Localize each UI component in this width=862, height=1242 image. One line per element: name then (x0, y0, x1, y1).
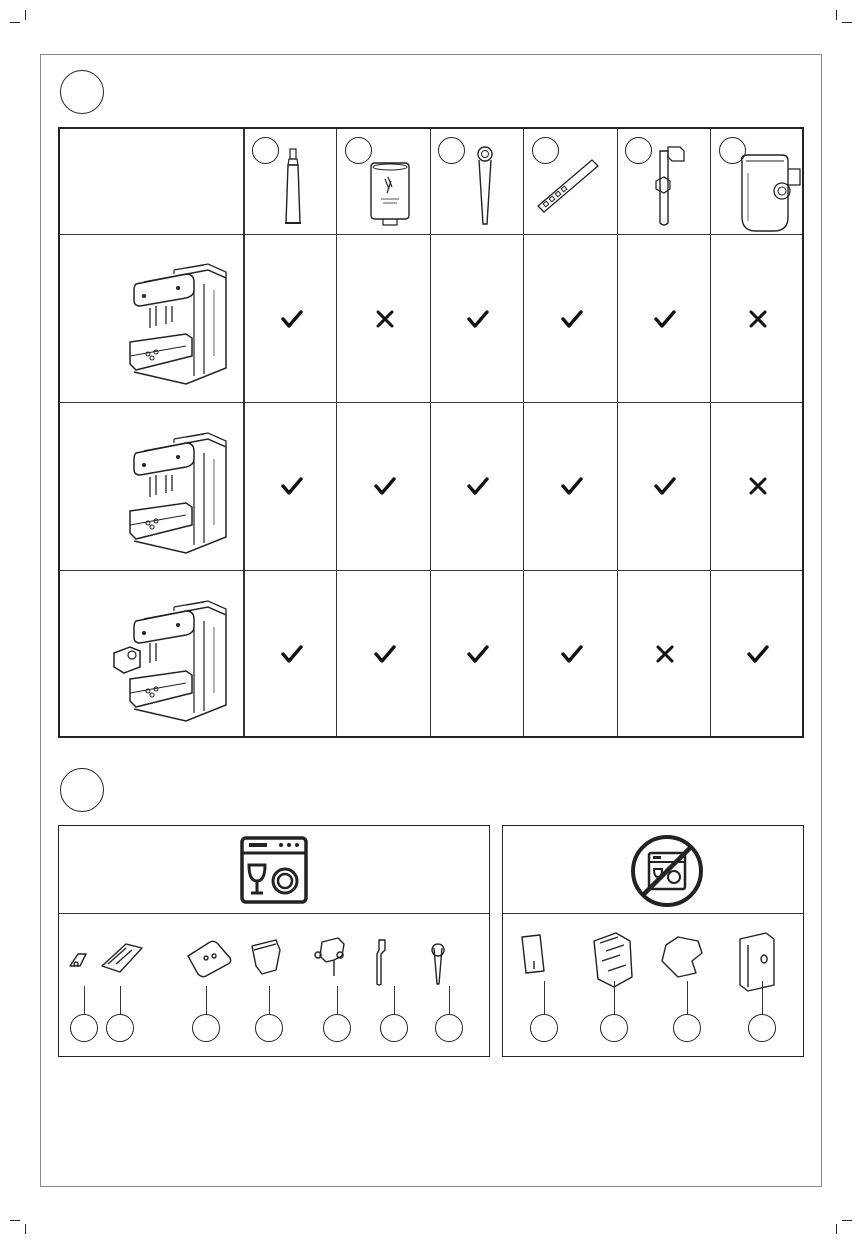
section-1-circle (60, 70, 104, 114)
crop-mark (836, 10, 837, 20)
part-number-circle (748, 1014, 776, 1042)
leader-line (84, 986, 85, 1014)
leader-line (337, 986, 338, 1014)
check-icon (561, 643, 583, 665)
coffee-grounds-container-lid-icon (184, 936, 234, 998)
water-filter-icon (365, 159, 415, 229)
leader-line (269, 986, 270, 1014)
check-icon (467, 643, 489, 665)
box-divider (59, 913, 489, 914)
coffee-machine-filter-icon (126, 429, 236, 557)
milk-carafe-icon (734, 147, 806, 237)
part-number-circle (106, 1014, 134, 1042)
check-icon (654, 475, 676, 497)
box-divider (503, 913, 803, 914)
accessory-matrix (58, 127, 804, 738)
grid-line (617, 129, 618, 736)
leader-line (614, 981, 615, 1014)
accessory-number-circle (625, 137, 652, 164)
grid-line (336, 129, 337, 736)
coffee-bean-hopper-lid-icon (658, 931, 708, 993)
grid-line (60, 234, 802, 235)
section-2-circle (60, 768, 104, 812)
leader-line (394, 986, 395, 1014)
check-icon (561, 475, 583, 497)
crop-mark (25, 10, 26, 20)
dishwasher-safe-icon (239, 835, 309, 905)
part-number-circle (323, 1014, 351, 1042)
leader-line (120, 986, 121, 1014)
check-icon (281, 643, 303, 665)
water-tank-icon (734, 931, 784, 993)
coffee-machine-lattego-icon (110, 597, 236, 725)
coffee-grounds-container-icon (246, 936, 296, 998)
check-icon (281, 308, 303, 330)
part-number-circle (192, 1014, 220, 1042)
grid-line (710, 129, 711, 736)
accessory-number-circle (438, 137, 465, 164)
brew-group-icon (586, 931, 636, 993)
leader-line (687, 981, 688, 1014)
coffee-machine-basic-icon (126, 260, 236, 388)
leader-line (206, 986, 207, 1014)
cross-icon (374, 308, 396, 330)
crop-mark (842, 1220, 852, 1221)
check-icon (467, 475, 489, 497)
crop-mark (842, 22, 852, 23)
check-icon (654, 308, 676, 330)
crop-mark (25, 1224, 26, 1234)
check-icon (281, 475, 303, 497)
part-number-circle (600, 1014, 628, 1042)
part-number-circle (70, 1014, 98, 1042)
cross-icon (747, 475, 769, 497)
grid-line (60, 570, 802, 571)
milk-tube-icon (650, 141, 690, 231)
part-number-circle (255, 1014, 283, 1042)
cross-icon (747, 308, 769, 330)
water-hardness-strip-icon (532, 154, 602, 219)
leader-line (544, 981, 545, 1014)
accessory-number-circle (252, 137, 279, 164)
check-icon (561, 308, 583, 330)
part-number-circle (673, 1014, 701, 1042)
check-icon (747, 643, 769, 665)
not-dishwasher-safe-box (502, 825, 804, 1057)
check-icon (467, 308, 489, 330)
measuring-scoop-icon (465, 144, 505, 229)
check-icon (374, 475, 396, 497)
leader-line (762, 981, 763, 1014)
service-door-part-icon (516, 931, 566, 993)
cross-icon (654, 643, 676, 665)
dishwasher-safe-box (58, 825, 490, 1057)
grid-line (243, 129, 245, 736)
crop-mark (10, 22, 20, 23)
crop-mark (836, 1224, 837, 1234)
leader-line (449, 986, 450, 1014)
grid-line (60, 402, 802, 403)
drip-tray-icon (96, 936, 146, 998)
grid-line (430, 129, 431, 736)
not-dishwasher-safe-icon (629, 833, 705, 909)
part-number-circle (435, 1014, 463, 1042)
grease-tube-icon (278, 147, 308, 227)
grid-line (523, 129, 524, 736)
part-number-circle (380, 1014, 408, 1042)
crop-mark (10, 1220, 20, 1221)
milk-tube-icon (367, 936, 417, 998)
part-number-circle (530, 1014, 558, 1042)
check-icon (374, 643, 396, 665)
